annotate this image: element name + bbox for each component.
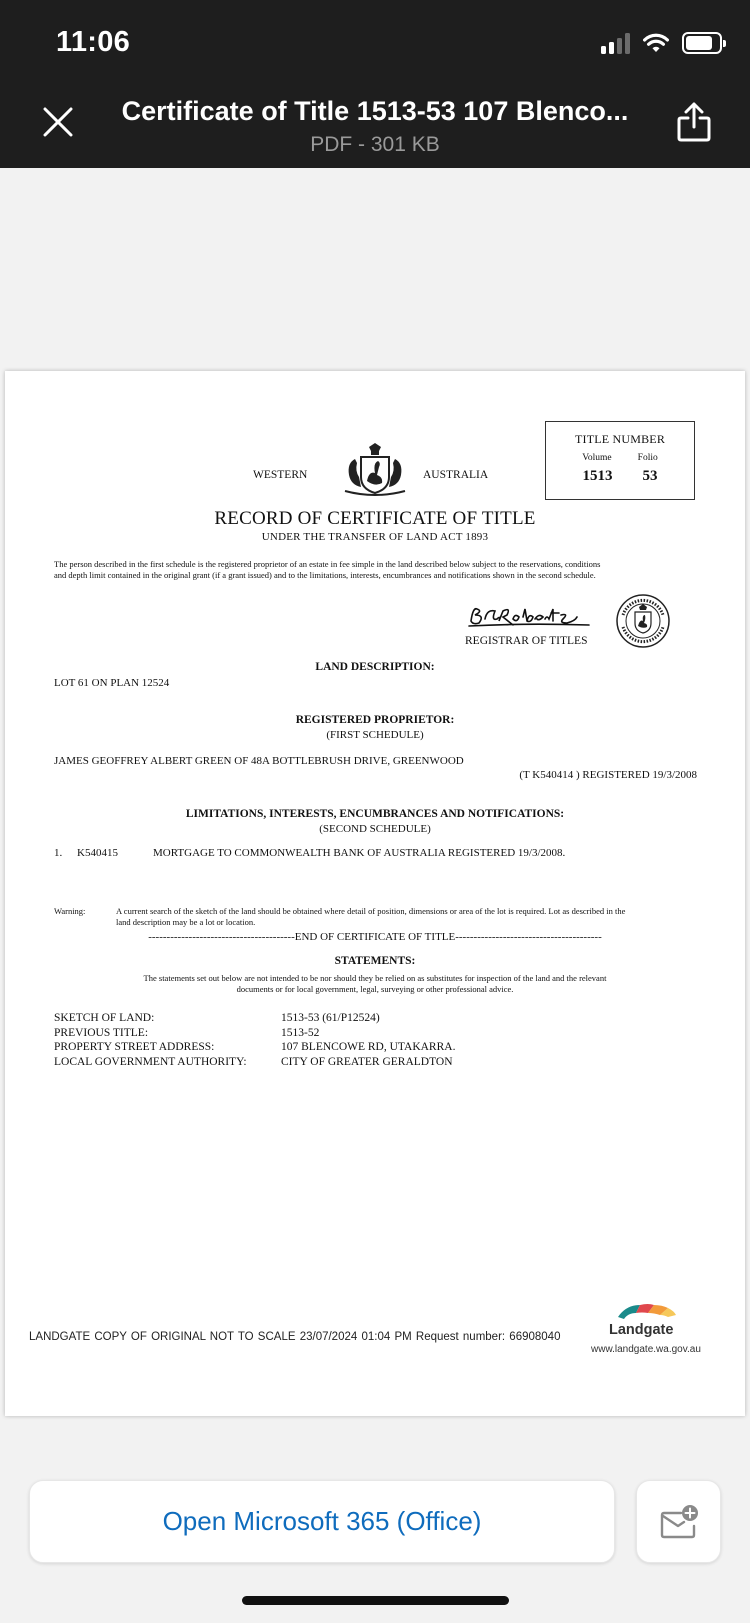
statement-label: PREVIOUS TITLE: bbox=[54, 1026, 149, 1039]
cellular-signal-icon bbox=[601, 32, 630, 54]
title-block bbox=[100, 96, 650, 157]
pdf-page bbox=[5, 371, 745, 1416]
statement-value: 1513-52 bbox=[281, 1026, 320, 1039]
statement-value: CITY OF GREATER GERALDTON bbox=[281, 1055, 453, 1068]
certificate-title: RECORD OF CERTIFICATE OF TITLE bbox=[214, 508, 536, 529]
title-number-heading: TITLE NUMBER bbox=[574, 432, 666, 446]
landgate-footer-text: LANDGATE COPY OF ORIGINAL NOT TO SCALE 23/07/2024 01:04 PM Request number: 66908040 bbox=[29, 1331, 561, 1343]
proprietor-heading: REGISTERED PROPRIETOR: bbox=[295, 714, 455, 726]
statement-values bbox=[281, 1011, 455, 1069]
share-icon[interactable] bbox=[674, 100, 714, 144]
status-bar bbox=[0, 0, 750, 88]
encumbrance-number: 1. bbox=[54, 847, 63, 859]
mail-add-button[interactable] bbox=[636, 1480, 721, 1563]
land-description: LOT 61 ON PLAN 12524 bbox=[54, 677, 170, 689]
proprietor-name: JAMES GEOFFREY ALBERT GREEN OF 48A BOTTLEBRUSH DRIVE, GREENWOOD bbox=[54, 755, 464, 767]
limitations-subheading: (SECOND SCHEDULE) bbox=[319, 823, 431, 835]
registrar-label: REGISTRAR OF TITLES bbox=[465, 635, 588, 647]
statement-label: LOCAL GOVERNMENT AUTHORITY: bbox=[54, 1055, 247, 1068]
registrar-signature bbox=[465, 601, 595, 629]
coat-of-arms-icon bbox=[335, 441, 415, 497]
limitations-heading: LIMITATIONS, INTERESTS, ENCUMBRANCES AND NOTIFICATIONS: bbox=[185, 808, 565, 820]
document-title: Certificate of Title 1513-53 107 Blenco... bbox=[121, 96, 629, 126]
statements-heading: STATEMENTS: bbox=[334, 955, 416, 967]
landgate-url: www.landgate.wa.gov.au bbox=[591, 1344, 701, 1355]
state-left-label: WESTERN bbox=[253, 469, 308, 481]
registrar-seal-icon bbox=[615, 593, 671, 649]
warning-text: A current search of the sketch of the land should be obtained where detail of position, dimensions or area of the lot is required. Lot as described in the land description may be a lot or location. bbox=[116, 906, 626, 927]
statement-value: 1513-53 (61/P12524) bbox=[281, 1012, 380, 1024]
volume-value: 1513 bbox=[582, 468, 613, 484]
open-microsoft-365-button[interactable]: Open Microsoft 365 (Office) bbox=[29, 1480, 615, 1563]
warning-label: Warning: bbox=[54, 906, 86, 916]
folio-label: Folio bbox=[637, 453, 658, 463]
document-subtitle: PDF - 301 KB bbox=[310, 133, 440, 156]
battery-icon bbox=[682, 32, 722, 54]
close-icon[interactable] bbox=[38, 102, 78, 142]
land-description-heading: LAND DESCRIPTION: bbox=[315, 661, 435, 673]
end-of-certificate-line: ----------------------------------------END OF CERTIFICATE OF TITLE---------------------------------------- bbox=[148, 931, 602, 943]
folio-value: 53 bbox=[642, 468, 658, 484]
title-number-box bbox=[545, 421, 695, 500]
status-time: 11:06 bbox=[56, 26, 131, 58]
wifi-icon bbox=[642, 32, 670, 54]
statement-label: PROPERTY STREET ADDRESS: bbox=[54, 1041, 215, 1053]
viewer-header bbox=[0, 88, 750, 168]
mail-add-icon bbox=[659, 1504, 699, 1540]
preamble-text: The person described in the first schedule is the registered proprietor of an estate in fee simple in the land described below subject to the reservations, conditions and depth limit contained in the original grant (if a grant issued) and to the limitations, interests, encumbrances and notifications shown in the second schedule. bbox=[54, 559, 601, 580]
state-right-label: AUSTRALIA bbox=[423, 469, 489, 481]
volume-label: Volume bbox=[582, 453, 612, 463]
certificate-subtitle: UNDER THE TRANSFER OF LAND ACT 1893 bbox=[261, 531, 489, 543]
home-indicator bbox=[242, 1596, 509, 1605]
encumbrance-text: MORTGAGE TO COMMONWEALTH BANK OF AUSTRALIA REGISTERED 19/3/2008. bbox=[153, 847, 566, 859]
status-icons bbox=[601, 32, 722, 54]
landgate-name: Landgate bbox=[609, 1322, 674, 1338]
statement-value: 107 BLENCOWE RD, UTAKARRA. bbox=[281, 1041, 456, 1053]
statement-label: SKETCH OF LAND: bbox=[54, 1012, 155, 1024]
statements-note: The statements set out below are not intended to be nor should they be relied on as substitutes for inspection of the land and the relevant documents or for local government, legal, surveying or other professional advice. bbox=[143, 973, 607, 994]
statement-labels bbox=[54, 1011, 247, 1069]
proprietor-registration: (T K540414 ) REGISTERED 19/3/2008 bbox=[519, 769, 697, 781]
encumbrance-ref: K540415 bbox=[77, 847, 118, 859]
proprietor-subheading: (FIRST SCHEDULE) bbox=[326, 729, 424, 741]
